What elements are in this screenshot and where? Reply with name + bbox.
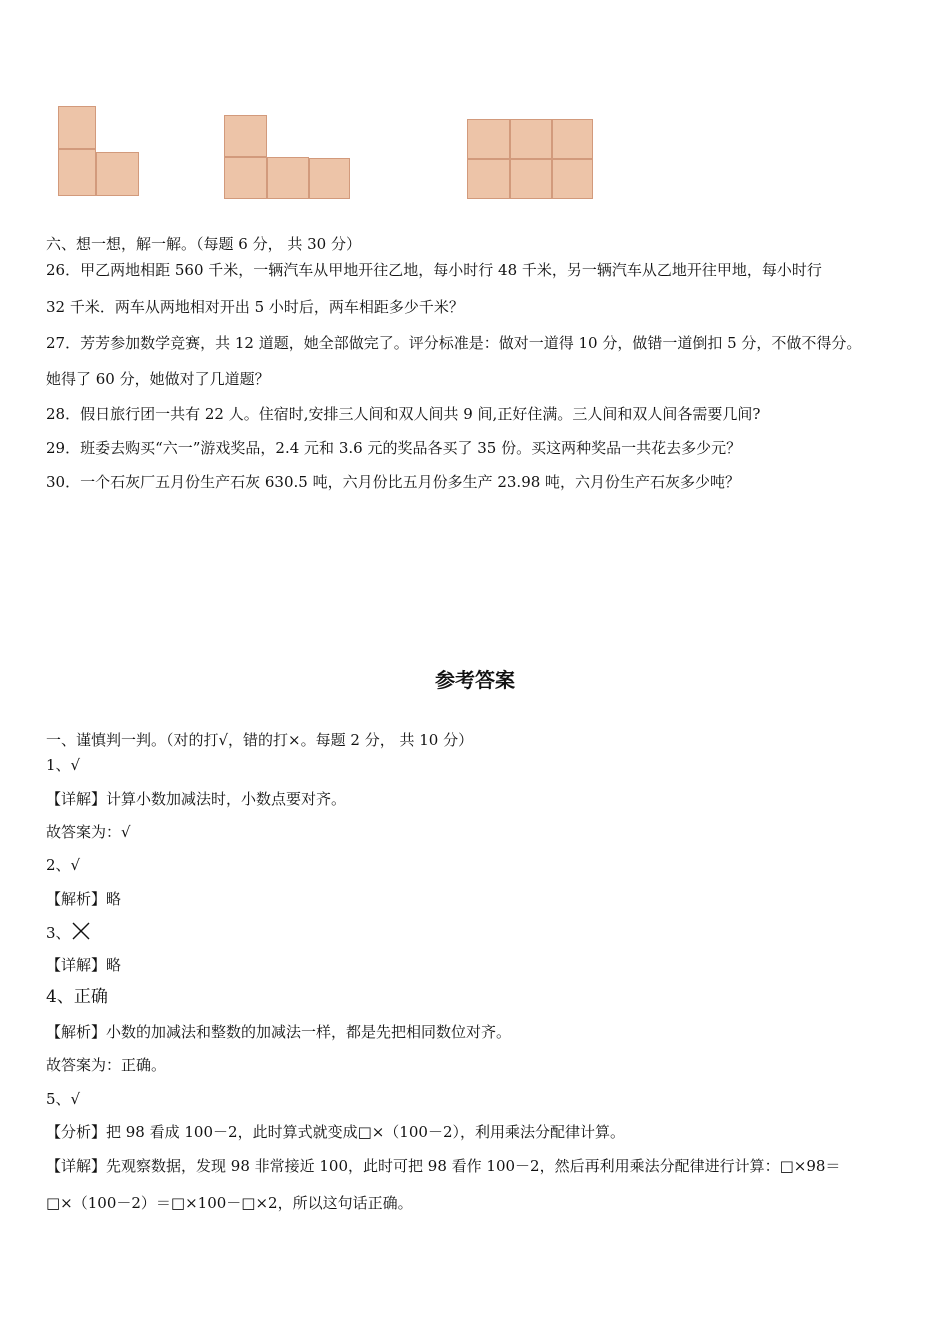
answer-5: 5、√ bbox=[46, 1090, 81, 1108]
answer-3-detail: 【详解】略 bbox=[46, 956, 122, 974]
figure-b-square bbox=[267, 157, 309, 199]
figure-c-square bbox=[510, 119, 552, 159]
answer-4: 4、正确 bbox=[46, 987, 108, 1007]
question-28: 28．假日旅行团一共有 22 人。住宿时,安排三人间和双人间共 9 间,正好住满。三人间和双人间各需要几间? bbox=[46, 405, 761, 423]
answer-5-analysis: 【分析】把 98 看成 100－2，此时算式就变成□×（100－2），利用乘法分配律计算。 bbox=[46, 1123, 625, 1141]
figure-c-square bbox=[467, 119, 510, 159]
answers-section1-heading: 一、谨慎判一判。（对的打√，错的打×。每题 2 分， 共 10 分） bbox=[46, 731, 474, 749]
answer-4-final: 故答案为：正确。 bbox=[46, 1056, 167, 1074]
question-27-line1: 27．芳芳参加数学竞赛，共 12 道题，她全部做完了。评分标准是：做对一道得 10 分，做错一道倒扣 5 分，不做不得分。 bbox=[46, 334, 862, 352]
answer-5-detail-line2: □×（100－2）＝□×100－□×2，所以这句话正确。 bbox=[46, 1194, 413, 1212]
figure-c-square bbox=[467, 159, 510, 199]
answers-title: 参考答案 bbox=[435, 668, 515, 692]
cross-mark-icon bbox=[71, 921, 91, 941]
question-26-line2: 32 千米．两车从两地相对开出 5 小时后，两车相距多少千米？ bbox=[46, 298, 464, 316]
section6-heading: 六、想一想，解一解。（每题 6 分， 共 30 分） bbox=[46, 235, 361, 253]
figure-a-square bbox=[58, 106, 96, 149]
figure-b-square bbox=[309, 158, 350, 199]
answer-4-analysis: 【解析】小数的加减法和整数的加减法一样，都是先把相同数位对齐。 bbox=[46, 1023, 512, 1041]
answer-2-analysis: 【解析】略 bbox=[46, 890, 122, 908]
figure-a-square bbox=[58, 149, 96, 196]
answer-1-final: 故答案为：√ bbox=[46, 823, 131, 841]
shape-figures bbox=[0, 0, 950, 220]
figure-b-square bbox=[224, 157, 267, 199]
figure-a-square bbox=[96, 152, 139, 196]
answer-2: 2、√ bbox=[46, 856, 81, 874]
figure-c-square bbox=[510, 159, 552, 199]
figure-c-square bbox=[552, 119, 593, 159]
answer-5-detail-line1: 【详解】先观察数据，发现 98 非常接近 100，此时可把 98 看作 100－2，然后再利用乘法分配律进行计算：□×98＝ bbox=[46, 1157, 841, 1175]
figure-c-square bbox=[552, 159, 593, 199]
question-29: 29．班委去购买“六一”游戏奖品，2.4 元和 3.6 元的奖品各买了 35 份。买这两种奖品一共花去多少元？ bbox=[46, 439, 742, 457]
answer-1: 1、√ bbox=[46, 756, 81, 774]
answer-3 bbox=[46, 921, 91, 943]
answer-1-detail: 【详解】计算小数加减法时，小数点要对齐。 bbox=[46, 790, 347, 808]
question-27-line2: 她得了 60 分，她做对了几道题？ bbox=[46, 370, 270, 388]
figure-b-square bbox=[224, 115, 267, 157]
question-30: 30．一个石灰厂五月份生产石灰 630.5 吨，六月份比五月份多生产 23.98 吨，六月份生产石灰多少吨？ bbox=[46, 473, 741, 491]
question-26-line1: 26．甲乙两地相距 560 千米，一辆汽车从甲地开往乙地，每小时行 48 千米，另一辆汽车从乙地开往甲地，每小时行 bbox=[46, 261, 822, 279]
answer-3-prefix: 3、 bbox=[46, 924, 71, 942]
